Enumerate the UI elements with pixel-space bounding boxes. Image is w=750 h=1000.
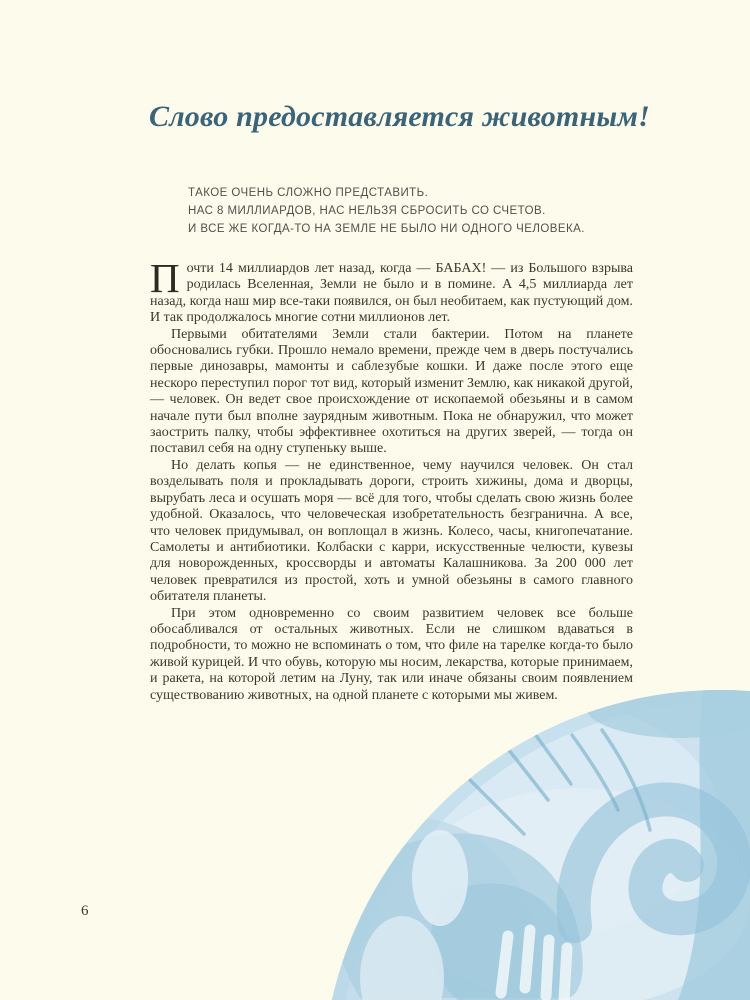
paragraph-3: Но делать копья — не единственное, чему научился человек. Он стал возделывать поля и прокладывать дороги, строить хижины, дома и дворцы, вырубать леса и осушать моря — всё для того, чтобы сделать свою жизнь более удобной. Оказалось, что человеческая изобретательность безгранична. А все, что человек придумывал, он воплощал в жизнь. Колесо, часы, книгопечатание. Самолеты и антибиотики. Колбаски с карри, искусственные челюсти, кувезы для новорожденных, кроссворды и автоматы Калашникова. За 200 000 лет человек превратился из простой, хоть и умной обезьяны в самого главного обитателя планеты. bbox=[150, 457, 633, 605]
drop-cap: П bbox=[150, 255, 180, 301]
paragraph-1-text: очти 14 миллиардов лет назад, когда — БАБАХ! — из Большого взрыва родилась Вселенная, Земли не было и в помине. А 4,5 миллиарда лет назад, когда наш мир все-таки появился, он был необитаем, как пустующий дом. И так продолжалось многие сотни миллионов лет. bbox=[150, 261, 633, 326]
intro-kicker bbox=[188, 184, 618, 238]
kicker-line-2: НАС 8 МИЛЛИАРДОВ, НАС НЕЛЬЗЯ СБРОСИТЬ СО СЧЕТОВ. bbox=[188, 205, 546, 217]
page-number: 6 bbox=[81, 903, 89, 919]
paragraph-2: Первыми обитателями Земли стали бактерии. Потом на планете обосновались губки. Прошло немало времени, прежде чем в дверь постучались первые динозавры, мамонты и саблезубые кошки. И даже после этого еще нескоро переступил порог тот вид, который изменит Землю, как никакой другой, — человек. Он ведет свое происхождение от ископаемой обезьяны и в самом начале пути был вполне заурядным животным. Пока не обнаружил, что может заострить палку, чтобы эффективнее охотиться на других зверей, — тогда он поставил себя на одну ступеньку выше. bbox=[150, 326, 633, 457]
paragraph-1 bbox=[150, 255, 633, 327]
watercolor-planet-illustration bbox=[320, 688, 750, 1000]
kicker-line-1: ТАКОЕ ОЧЕНЬ СЛОЖНО ПРЕДСТАВИТЬ. bbox=[188, 187, 429, 199]
kicker-line-3: И ВСЕ ЖЕ КОГДА-ТО НА ЗЕМЛЕ НЕ БЫЛО НИ ОДНОГО ЧЕЛОВЕКА. bbox=[188, 223, 585, 235]
chapter-title: Слово предоставляется животным! bbox=[149, 100, 650, 133]
paragraph-4: При этом одновременно со своим развитием человек все больше обосабливался от остальных животных. Если не слишком вдаваться в подробности, то можно не вспоминать о том, что филе на тарелке когда-то было живой курицей. И что обувь, которую мы носим, лекарства, которые принимаем, и ракета, на которой летим на Луну, так или иначе обязаны своим появлением существованию животных, на одной планете с которыми мы живем. bbox=[150, 605, 633, 703]
body-text bbox=[150, 255, 633, 704]
